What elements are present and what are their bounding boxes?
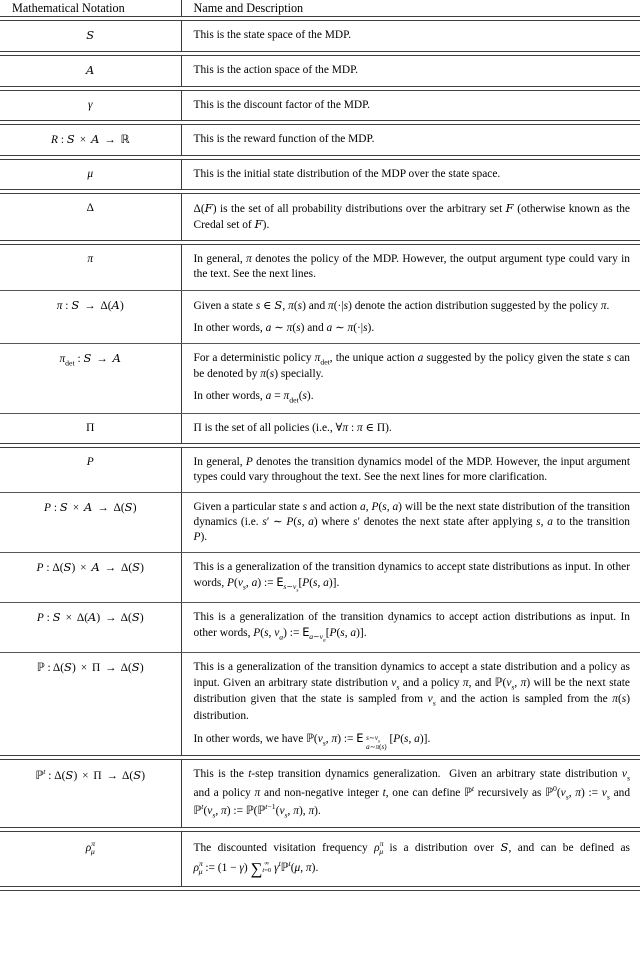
table-row xyxy=(0,91,640,120)
description-cell xyxy=(181,291,640,343)
notation-cell: P : Δ(S) × A → Δ(S) xyxy=(36,559,144,574)
notation-cell: π xyxy=(87,253,94,266)
table-row xyxy=(0,603,640,652)
description-paragraph: In other words, a ∼ π(s) and a ∼ π(·|s). xyxy=(193,321,375,334)
notation-cell: P : S × A → Δ(S) xyxy=(44,499,137,514)
notation-cell: ℙ : Δ(S) × Π → Δ(S) xyxy=(36,659,144,674)
notation-cell: $\pi_{det}$ : S → A xyxy=(59,350,122,367)
table-row xyxy=(0,553,640,602)
notation-cell: A xyxy=(86,63,95,78)
notation-cell: R : S × A → ℝ xyxy=(51,132,130,147)
description-cell xyxy=(181,56,640,86)
table-row xyxy=(0,194,640,240)
rule-double-bottom xyxy=(0,886,640,891)
description-paragraph: Given a particular state s and action a, P(s, a) will be the next state distribution of the transition dynamics (i.e. s′ ∼ P(s, a) where s′ denotes the next state after applying s, a to the transition P). xyxy=(193,500,630,543)
table-row xyxy=(0,56,640,86)
table-row xyxy=(0,291,640,343)
description-paragraph: This is a generalization of the transition dynamics to accept action distributions as input. In other words, P(s, $\nu_a$) := $E_{a\sim\nu_a}[P(s$, a)]. xyxy=(193,610,630,644)
description-paragraph: This is the initial state distribution of the MDP over the state space. xyxy=(193,168,501,181)
notation-cell: π : S → Δ(A) xyxy=(56,297,124,312)
description-cell xyxy=(181,160,640,189)
notation-cell: ℙ$^t$ : Δ(S) × Π → Δ(S) xyxy=(35,767,145,782)
table-row xyxy=(0,653,640,756)
table-row xyxy=(0,760,640,827)
description-paragraph: This is the reward function of the MDP. xyxy=(193,133,375,146)
description-paragraph: This is the t-step transition dynamics generalization. Given an arbitrary state distribution $\nu_s$ and a policy π and non-negative integer t, one can define ℙ$^t$ recursively as $ℙ^0(\nu_s$, π) := $\nu_s$ and $ℙ^t(\nu_s$, π) := $ℙ(ℙ^{t-1}(\nu_s$, π), π). xyxy=(193,768,631,820)
description-cell xyxy=(181,194,640,240)
description-paragraph: In general, π denotes the policy of the MDP. However, the output argument type could vary in the text. See the next lines. xyxy=(193,253,630,281)
description-paragraph: This is the discount factor of the MDP. xyxy=(193,99,371,112)
notation-cell: P xyxy=(86,455,94,468)
description-cell xyxy=(181,21,640,51)
description-cell xyxy=(181,448,640,492)
description-paragraph: Δ(F) is the set of all probability distributions over the arbitrary set F (otherwise known as the Credal set of F). xyxy=(193,201,630,232)
description-cell xyxy=(181,553,640,602)
table-row xyxy=(0,832,640,886)
table-row xyxy=(0,21,640,51)
notation-cell: Π xyxy=(86,421,95,434)
table-row xyxy=(0,414,640,443)
notation-cell: Δ xyxy=(86,202,94,215)
table-row xyxy=(0,245,640,289)
description-paragraph: In general, P denotes the transition dynamics model of the MDP. However, the input argument types could vary throughout the text. See the next lines for more clarification. xyxy=(193,455,630,483)
description-cell xyxy=(181,125,640,155)
notation-cell: γ xyxy=(88,99,93,112)
description-paragraph: This is the state space of the MDP. xyxy=(193,29,352,42)
table-header-row xyxy=(0,0,640,16)
table-row xyxy=(0,448,640,492)
description-cell xyxy=(181,493,640,552)
description-cell xyxy=(181,603,640,652)
header-description: Name and Description xyxy=(181,0,640,16)
description-cell xyxy=(181,414,640,443)
description-paragraph: The discounted visitation frequency $\rho^\pi_\mu$ is a distribution over S, and can be defined as $\rho^\pi_\mu$ := (1 − γ) ∑ ∞ t=0 $\gamma^tℙ^t(\mu$, π). xyxy=(193,839,630,878)
description-paragraph: This is a generalization of the transition dynamics to accept a state distribution and a policy as input. Given an arbitrary state distribution $\nu_s$ and a policy π, and $ℙ(\nu_s$, π) will be the next state distribution given that the state is sampled from $\nu_s$ and the action is sampled from the π(s) distribution. xyxy=(193,660,630,722)
notation-cell: μ xyxy=(87,168,94,181)
description-paragraph: This is the action space of the MDP. xyxy=(193,64,359,77)
table-row xyxy=(0,344,640,413)
description-cell xyxy=(181,91,640,120)
notation-cell: P : S × Δ(A) → Δ(S) xyxy=(36,609,144,624)
description-cell xyxy=(181,245,640,289)
description-paragraph: For a deterministic policy $\pi_{det}$, the unique action a suggested by the policy given the state s can be denoted by π(s) specially. xyxy=(193,351,630,381)
table-row xyxy=(0,125,640,155)
description-cell xyxy=(181,653,640,756)
description-paragraph: Given a state s ∈ S, π(s) and π(·|s) denote the action distribution suggested by the policy π. xyxy=(193,297,610,312)
notation-cell: $\rho^\pi_\mu$ xyxy=(85,839,96,857)
table-row xyxy=(0,493,640,552)
table-row xyxy=(0,160,640,189)
description-cell xyxy=(181,344,640,413)
notation-cell: S xyxy=(86,28,95,43)
description-cell xyxy=(181,832,640,886)
description-cell xyxy=(181,760,640,827)
description-paragraph: This is a generalization of the transition dynamics to accept state distributions as input. In other words, $P(\nu_s$, a) := $E_{s\sim\nu_s}[P(s$, a)]. xyxy=(193,560,630,594)
description-paragraph: Π is the set of all policies (i.e., ∀π : π ∈ Π). xyxy=(193,421,392,434)
description-paragraph: In other words, $a = \pi_{det}(s)$. xyxy=(193,390,314,405)
header-notation: Mathematical Notation xyxy=(12,1,125,15)
description-paragraph: In other words, we have $ℙ(\nu_s$, π) := E $s\sim\nu_s$ a∼π(s) [P(s, a)]. xyxy=(193,730,431,752)
